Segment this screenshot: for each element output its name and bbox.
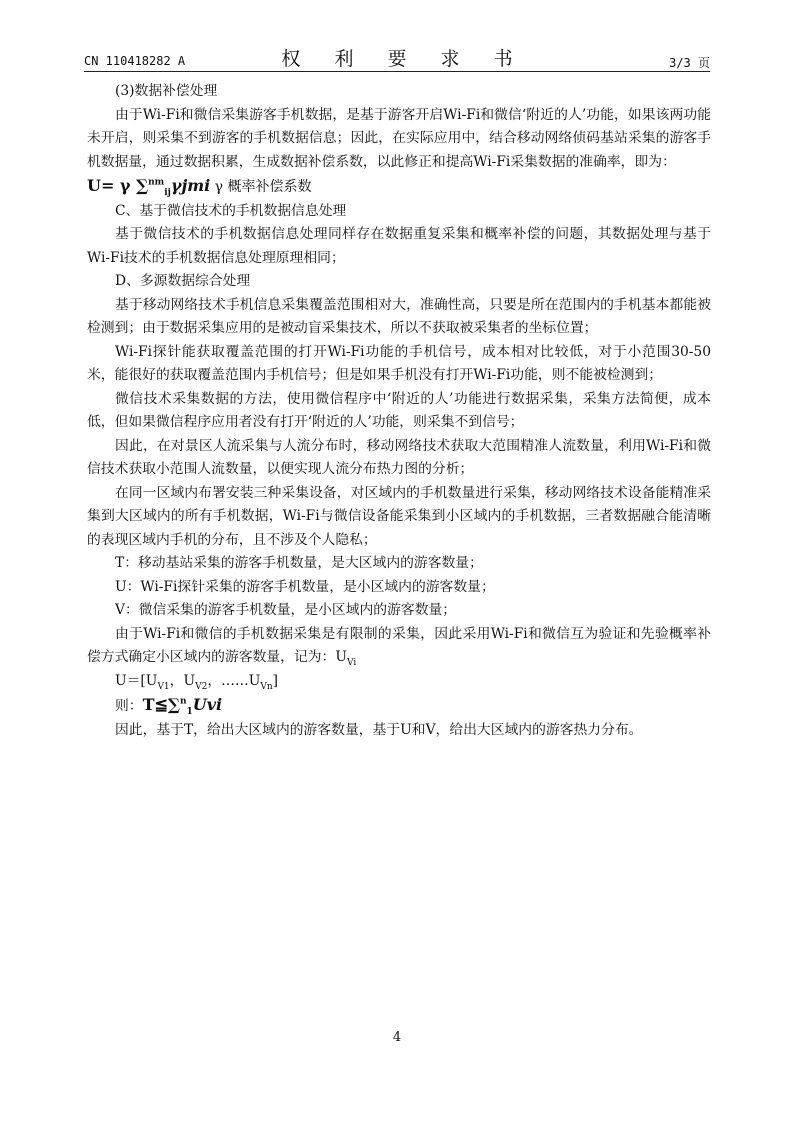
- sum-upper: nm: [148, 177, 165, 188]
- formula-note: γ 概率补偿系数: [210, 179, 312, 195]
- formula-part: ，……U: [207, 672, 261, 689]
- subscript: Vn: [260, 681, 273, 692]
- formula-term: γjmi: [170, 176, 211, 195]
- subscript: V2: [195, 681, 208, 692]
- paragraph: Wi-Fi探针能获取覆盖范围的打开Wi-Fi功能的手机信号，成本相对比较低，对于小范围30-50米，能很好的获取覆盖范围内手机信号；但是如果手机没有打开Wi-Fi功能，则不能被检测到；: [87, 343, 711, 383]
- summation-symbol: ∑: [167, 695, 180, 714]
- formula-prefix: 则：: [115, 698, 143, 714]
- conclusion-paragraph: 因此，基于T，给出大区域内的游客数量，基于U和V，给出大区域内的游客热力分布。: [115, 721, 643, 738]
- paragraph: 在同一区域内布署安装三种采集设备，对区域内的手机数量进行采集，移动网络技术设备能精准采集到大区域内的所有手机数据，Wi-Fi与微信设备能采集到小区域内的手机数据，三者数据融合能清晰的表现区域内手机的分布，且不涉及个人隐私；: [87, 484, 711, 548]
- document-title: 权 利 要 求 书: [281, 48, 527, 70]
- formula-lhs: T≦: [142, 695, 168, 714]
- claims-body: [87, 80, 711, 742]
- paragraph: 因此，在对景区人流采集与人流分布时，移动网络技术获取大范围精准人流数量，利用Wi-Fi和微信技术获取小范围人流数量，以便实现人流分布热力图的分析；: [87, 437, 711, 477]
- formula-part: U＝[U: [115, 672, 158, 689]
- page-header: [84, 44, 710, 70]
- section-heading-wechat: C、基于微信技术的手机数据信息处理: [115, 202, 347, 219]
- formula-lhs: U= γ: [87, 176, 137, 195]
- section-heading-data-compensation: (3)数据补偿处理: [115, 83, 218, 99]
- formula-compensation: [87, 174, 711, 200]
- formula-u-set: [87, 670, 711, 694]
- formula-inequality: [87, 693, 711, 719]
- patent-number: CN 110418282 A: [84, 54, 186, 68]
- paragraph: 由于Wi-Fi和微信采集游客手机数据，是基于游客开启Wi-Fi和微信‘附近的人’功能，如果该两功能未开启，则采集不到游客的手机数据信息；因此，在实际应用中，结合移动网络侦码基站采集的游客手机数据量，通过数据积累，生成数据补偿系数，以此修正和提高Wi-Fi采集数据的准确率，即为：: [87, 106, 711, 170]
- sum-lower: 1: [186, 707, 193, 718]
- page-count: 3/3 页: [669, 56, 710, 70]
- section-heading-multisource: D、多源数据综合处理: [115, 273, 251, 289]
- paragraph: 微信技术采集数据的方法，使用微信程序中‘附近的人’功能进行数据采集，采集方法简便，成本低，但如果微信程序应用者没有打开‘附近的人’功能，则采集不到信号；: [87, 390, 711, 430]
- definition-u: U：Wi-Fi探针采集的游客手机数量，是小区域内的游客数量；: [115, 578, 495, 595]
- paragraph: 基于移动网络技术手机信息采集覆盖范围相对大，准确性高，只要是所在范围内的手机基本都能被检测到；由于数据采集应用的是被动盲采集技术，所以不获取被采集者的坐标位置；: [87, 296, 711, 336]
- page-number: 4: [392, 1030, 402, 1045]
- header-rule: [84, 71, 710, 72]
- subscript: V1: [157, 681, 170, 692]
- sum-lower: ij: [164, 188, 171, 199]
- sum-upper: n: [179, 696, 187, 707]
- paragraph: 基于微信技术的手机数据信息处理同样存在数据重复采集和概率补偿的问题，其数据处理与基于Wi-Fi技术的手机数据信息处理原理相同；: [87, 226, 711, 266]
- formula-part: ，U: [169, 672, 196, 689]
- summation-symbol: ∑: [136, 176, 149, 195]
- subscript: Vi: [346, 657, 357, 668]
- formula-term: Uvi: [192, 695, 223, 714]
- definition-t: T：移动基站采集的游客手机数量，是大区域内的游客数量；: [115, 555, 483, 571]
- paragraph: [87, 623, 711, 670]
- formula-part: ]: [272, 672, 279, 689]
- paragraph-text: 由于Wi-Fi和微信的手机数据采集是有限制的采集，因此采用Wi-Fi和微信互为验证和先验概率补偿方式确定小区域内的游客数量，记为：U: [87, 625, 711, 665]
- definition-v: V：微信采集的游客手机数量，是小区域内的游客数量；: [115, 602, 457, 618]
